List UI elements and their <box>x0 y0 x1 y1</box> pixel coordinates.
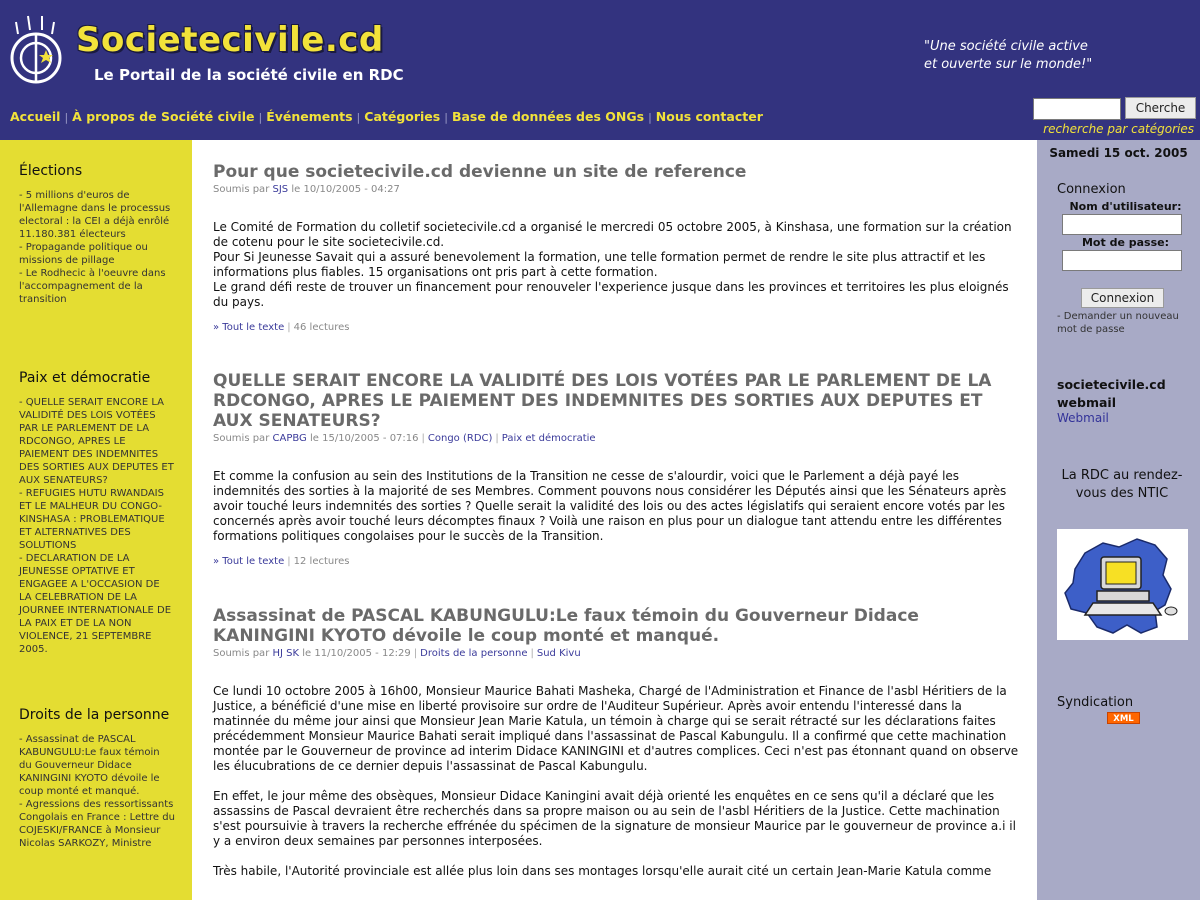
sidebar-news-link[interactable]: - Le Rodhecic à l'oeuvre dans l'accompagnement de la transition <box>19 268 166 305</box>
article-title[interactable]: QUELLE SERAIT ENCORE LA VALIDITÉ DES LOIS VOTÉES PAR LE PARLEMENT DE LA RDCONGO, APRES LE PAIEMENT DES INDEMNITES DES SORTIES AUX DEPUTES ET AUX SENATEURS? <box>213 371 992 431</box>
sidebar-block-paix <box>19 369 175 656</box>
article-meta: Soumis par HJ SK le 11/10/2005 - 12:29 | Droits de la personne | Sud Kivu <box>213 648 581 659</box>
sidebar-news-link[interactable]: - DECLARATION DE LA JEUNESSE OPTATIVE ET ENGAGEE A L'OCCASION DE LA CELEBRATION DE LA JOURNEE INTERNATIONALE DE LA PAIX ET DE LA NON VIOLENCE, 21 SEPTEMBRE 2005. <box>19 553 172 655</box>
submitted-prefix: Soumis par <box>213 433 270 444</box>
sidebar-news-link[interactable]: - REFUGIES HUTU RWANDAIS ET LE MALHEUR DU CONGO-KINSHASA : PROBLEMATIQUE ET ALTERNATIVES DES SOLUTIONS <box>19 488 165 551</box>
article-links: » Tout le texte | 46 lectures <box>213 322 350 333</box>
syndication-title: Syndication <box>1057 695 1134 710</box>
current-date: Samedi 15 oct. 2005 <box>1049 146 1188 160</box>
sidebar-news-link[interactable]: - 5 millions d'euros de l'Allemagne dans le processus electoral : la CEI a déjà enrôlé 11.180.381 électeurs <box>19 190 171 240</box>
site-logo-icon[interactable] <box>6 14 68 92</box>
sidebar-block-title: Droits de la personne <box>19 707 170 723</box>
sidebar-block-elections <box>19 162 175 306</box>
article-teaser <box>213 371 1019 567</box>
article-meta: Soumis par CAPBG le 15/10/2005 - 07:16 | Congo (RDC) | Paix et démocratie <box>213 433 596 444</box>
article-body <box>213 684 1019 879</box>
nav-separator: | <box>648 111 652 124</box>
site-header <box>0 0 1200 140</box>
password-field[interactable] <box>1062 250 1182 271</box>
request-password-link[interactable]: - Demander un nouveau mot de passe <box>1057 311 1179 335</box>
article-title[interactable]: Pour que societecivile.cd devienne un site de reference <box>213 162 747 182</box>
slogan-line: "Une société civile active <box>924 39 1088 54</box>
article-teaser <box>213 162 1019 333</box>
article-date: le 15/10/2005 - 07:16 <box>309 433 419 444</box>
slogan-line: et ouverte sur le monde!" <box>924 57 1093 72</box>
sidebar-block-droits <box>19 706 175 850</box>
sidebar-news-link[interactable]: - Agressions des ressortissants Congolais en France : Lettre du COJESKI/FRANCE à Monsieur Nicolas SARKOZY, Ministre <box>19 799 175 849</box>
nav-separator: | <box>444 111 448 124</box>
ntic-title: La RDC au rendez-vous des NTIC <box>1061 468 1183 501</box>
main-nav <box>10 109 763 124</box>
article-date: le 11/10/2005 - 12:29 <box>302 648 411 659</box>
webmail-title: societecivile.cd webmail <box>1057 377 1166 410</box>
sidebar-block-title: Élections <box>19 163 83 179</box>
article-paragraph: En effet, le jour même des obsèques, Monsieur Didace Kaningini avait déjà orienté les enquêtes en ce sens qu'il a déclaré que les assassins de Pascal devraient être recherchés dans sa propre maison ou au sein de l'asbl Héritiers de la Justice. Cette machination s'est poursuivie à travers la recherche effrénée du spécimen de la signature de monsieur Maurice par le gouverneur de province a.i il y a environ deux semaines par personnes interposées. <box>213 789 1016 848</box>
webmail-link[interactable]: Webmail <box>1057 411 1109 425</box>
username-label: Nom d'utilisateur: <box>1069 200 1182 213</box>
article-meta <box>213 184 1019 195</box>
article-paragraph: Ce lundi 10 octobre 2005 à 16h00, Monsieur Maurice Bahati Masheka, Chargé de l'Administration et Finance de l'asbl Héritiers de la Justice, a bénéficié d'une mise en liberté provisoire sur ordre de l'Auditeur Supérieur. Après avoir entendu l'interessé dans la matinnée du même jour ainsi que Monsieur Jean Marie Katula, un témoin à charge qui se serait rétracté sur les déclarations faites précédemment Monsieur Maurice Bahati serait impliqué dans l'assassinat de Pascal Kabungulu. Il a confirmé que cette machination montée par le Gouverneur de province ad interim Didace KANINGINI et d'autres complices. Ceci n'est pas étonnant quand on observe les élucubrations de ce dernier depuis l'assassinat de Pascal Kabungulu. <box>213 684 1019 773</box>
nav-separator: | <box>258 111 263 124</box>
read-more-link[interactable]: » Tout le texte <box>213 322 285 333</box>
article-body <box>213 469 1019 544</box>
password-label: Mot de passe: <box>1081 236 1169 249</box>
nav-link-contact[interactable]: Nous contacter <box>655 109 763 124</box>
article-paragraph: Et comme la confusion au sein des Institutions de la Transition ne cesse de s'alourdir, voici que le Parlement a déjà payé les indemnités des sorties à la majorité de ses Membres. Comment pouvons nous considérer les Députés ainsi que les Sénateurs après avoir touché leurs indemnités des sorties ? Quelle serait la validité des lois ou des actes législatifs qui seraient encore votés par les concernés après avoir touché leurs décomptes finaux ? Voilà une raison en plus pour un dialogue tant attendu entre les différentes formations politiques congolaises pour le succès de la Transition. <box>213 469 1007 543</box>
search-input[interactable] <box>1033 98 1121 120</box>
tag-link[interactable]: Droits de la personne <box>420 648 528 659</box>
sidebar-news-link[interactable]: - Propagande politique ou missions de pillage <box>19 242 148 266</box>
article-body <box>213 220 1019 310</box>
main-content <box>192 140 1037 900</box>
login-title: Connexion <box>1057 182 1126 197</box>
site-title[interactable]: Societecivile.cd <box>76 20 384 60</box>
read-count: 12 lectures <box>293 556 350 567</box>
nav-link-accueil[interactable]: Accueil <box>10 109 61 124</box>
submitted-prefix: Soumis par <box>213 184 270 195</box>
article-title[interactable]: Assassinat de PASCAL KABUNGULU:Le faux témoin du Gouverneur Didace KANINGINI KYOTO dévoile le coup monté et manqué. <box>213 606 919 646</box>
article-paragraph: Le Comité de Formation du colletif societecivile.cd a organisé le mercredi 05 octobre 2005, à Kinshasa, une formation sur la création de cotenu pour le site societecivile.cd. Pour Si Jeunesse Savait qui a assuré benevolement la formation, une telle formation permet de rendre le site plus attractif et les informations plus fiables. 15 organisations ont pris part à cette formation. Le grand défi reste de trouver un financement pour renouveler l'experience jusque dans les provinces et territoires les plus eloignés du pays. <box>213 220 1012 309</box>
read-count: 46 lectures <box>293 322 350 333</box>
left-sidebar <box>0 140 192 900</box>
rdc-computer-map-image[interactable] <box>1057 529 1188 640</box>
article-date: le 10/10/2005 - 04:27 <box>291 184 400 195</box>
search-by-category-link[interactable]: recherche par catégories <box>1043 122 1194 136</box>
sidebar-news-link[interactable]: - QUELLE SERAIT ENCORE LA VALIDITÉ DES LOIS VOTÉES PAR LE PARLEMENT DE LA RDCONGO, APRES LE PAIEMENT DES INDEMNITES DES SORTIES AUX DEPUTES ET AUX SENATEURS? <box>19 397 174 486</box>
search-button[interactable]: Cherche <box>1125 97 1196 119</box>
site-subtitle: Le Portail de la société civile en RDC <box>94 66 404 84</box>
read-more-link[interactable]: » Tout le texte <box>213 556 285 567</box>
nav-separator: | <box>356 111 361 124</box>
username-field[interactable] <box>1062 214 1182 235</box>
submitted-prefix: Soumis par <box>213 648 270 659</box>
article-teaser <box>213 606 1019 894</box>
article-paragraph: Très habile, l'Autorité provinciale est allée plus loin dans ses montages lorsqu'elle aurait cité un certain Jean-Marie Katula comme <box>213 864 992 878</box>
tag-link[interactable]: Sud Kivu <box>536 648 581 659</box>
nav-link-a-propos[interactable]: À propos de Société civile <box>72 109 255 124</box>
nav-link-evenements[interactable]: Événements <box>266 109 353 124</box>
nav-separator: | <box>64 111 69 124</box>
right-sidebar <box>1037 140 1200 900</box>
tag-link[interactable]: Congo (RDC) <box>427 433 493 444</box>
tag-link[interactable]: Paix et démocratie <box>501 433 596 444</box>
nav-link-ong-database[interactable]: Base de données des ONGs <box>451 109 645 124</box>
nav-link-categories[interactable]: Catégories <box>364 109 441 124</box>
site-slogan <box>924 38 1154 74</box>
author-link[interactable]: HJ SK <box>272 648 300 659</box>
login-button[interactable]: Connexion <box>1081 288 1164 308</box>
sidebar-block-title: Paix et démocratie <box>19 370 151 386</box>
author-link[interactable]: CAPBG <box>272 433 307 444</box>
xml-feed-icon[interactable]: XML <box>1107 712 1140 724</box>
sidebar-news-link[interactable]: - Assassinat de PASCAL KABUNGULU:Le faux témoin du Gouverneur Didace KANINGINI KYOTO dévoile le coup monté et manqué. <box>19 734 160 797</box>
article-links: » Tout le texte | 12 lectures <box>213 556 350 567</box>
author-link[interactable]: SJS <box>272 184 289 195</box>
